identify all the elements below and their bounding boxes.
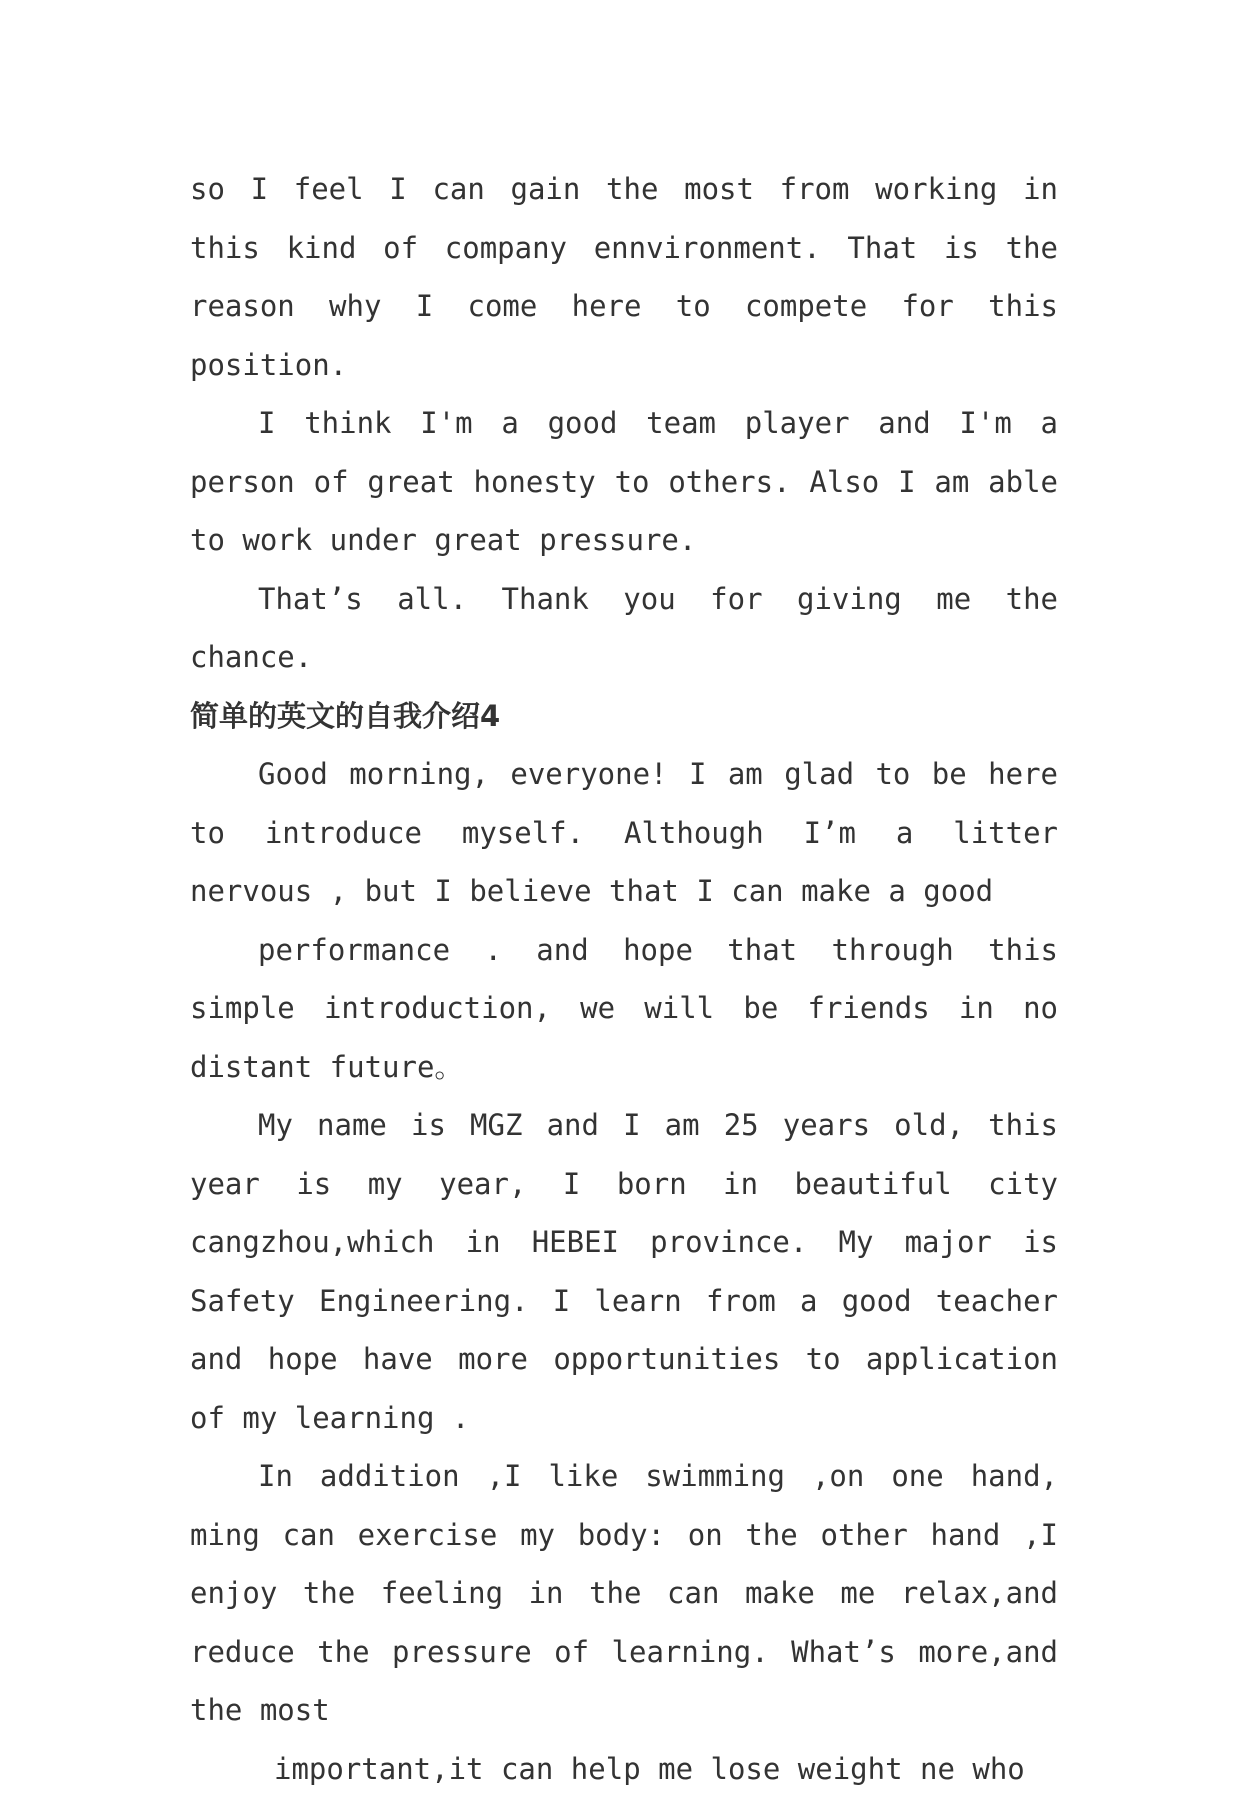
paragraph-personal-info: My name is MGZ and I am 25 years old, this year is my year, I born in beautiful city cangzhou,which in HEBEI province. My major is Safety Engineering. I learn from a good teacher and hope have more opportunities to application of my learning . <box>190 1096 1058 1447</box>
paragraph-weight-loss: important,it can help me lose weight ne who <box>190 1740 1058 1798</box>
paragraph-team-player: I think I'm a good team player and I'm a person of great honesty to others. Also I am able to work under great pressure. <box>190 394 1058 570</box>
document-body <box>190 160 1058 1798</box>
paragraph-closing: That’s all. Thank you for giving me the chance. <box>190 570 1058 687</box>
section-heading: 简单的英文的自我介绍4 <box>190 687 1058 746</box>
paragraph-continuation: so I feel I can gain the most from working in this kind of company ennvironment. That is the reason why I come here to compete for this position. <box>190 160 1058 394</box>
paragraph-performance: performance . and hope that through this simple introduction, we will be friends in no distant future。 <box>190 921 1058 1097</box>
paragraph-greeting: Good morning, everyone! I am glad to be here to introduce myself. Although I’m a litter nervous , but I believe that I can make a good <box>190 745 1058 921</box>
paragraph-hobbies: In addition ,I like swimming ,on one hand, ming can exercise my body: on the other hand ,I enjoy the feeling in the can make me relax,and reduce the pressure of learning. What’s more,and the most <box>190 1447 1058 1740</box>
